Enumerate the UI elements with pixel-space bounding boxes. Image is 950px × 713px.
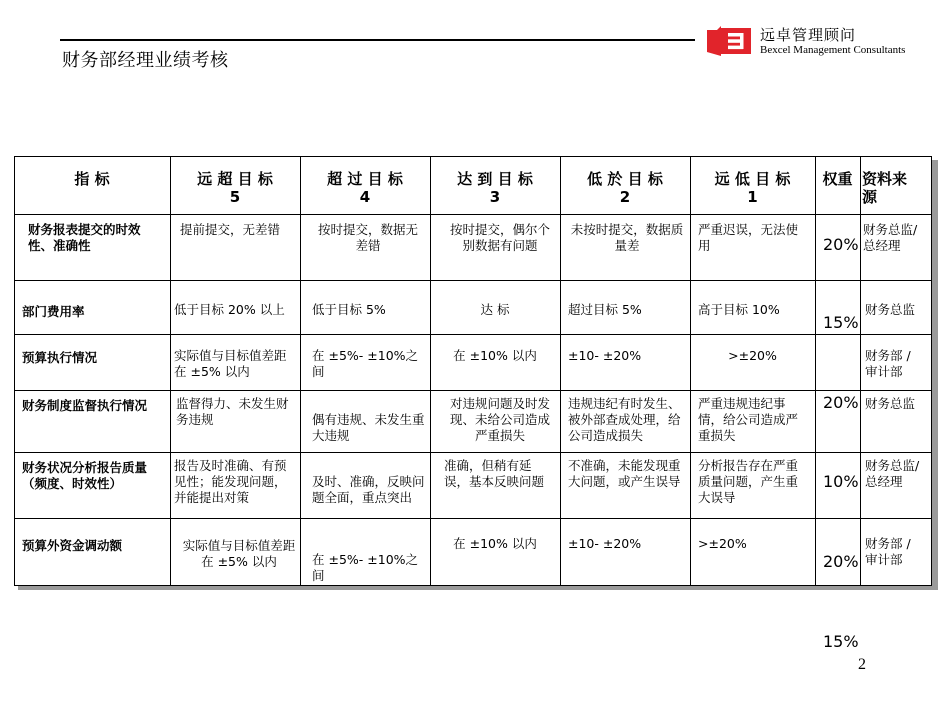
header-c2-label: 低 於 目 标 bbox=[587, 170, 663, 188]
cell-c2: 不准确，未能发现重大问题，或产生误导 bbox=[568, 458, 681, 489]
row-divider bbox=[14, 214, 932, 215]
col-divider bbox=[430, 156, 431, 586]
cell-source: 财务总监 bbox=[865, 396, 916, 411]
header-c1-label: 远 低 目 标 bbox=[714, 170, 791, 188]
col-divider bbox=[300, 156, 301, 586]
col-divider bbox=[690, 156, 691, 586]
cell-c2: 超过目标 5% bbox=[568, 302, 642, 317]
header-c4-label: 超 过 目 标 bbox=[327, 170, 403, 188]
cell-c1: 严重违规违纪事情，给公司造成严重损失 bbox=[698, 396, 799, 443]
row-indicator: 预算执行情况 bbox=[22, 350, 98, 365]
extra-weight: 15% bbox=[823, 632, 859, 651]
cell-c1: >±20% bbox=[728, 348, 777, 363]
logo-en-text: Bexcel Management Consultants bbox=[760, 44, 906, 56]
header-c1 bbox=[690, 170, 815, 206]
cell-c3: 在 ±10% 以内 bbox=[453, 348, 537, 363]
cell-c4: 及时、准确，反映问题全面，重点突出 bbox=[312, 474, 425, 505]
cell-weight: 10% bbox=[823, 472, 859, 491]
header-weight: 权重 bbox=[822, 170, 853, 188]
col-divider bbox=[170, 156, 171, 586]
cell-source: 财务总监/总经理 bbox=[863, 222, 918, 253]
kpi-table bbox=[14, 156, 932, 586]
cell-c3: 准确，但稍有延误，基本反映问题 bbox=[444, 458, 545, 489]
col-divider bbox=[815, 156, 816, 586]
header-indicator: 指 标 bbox=[74, 170, 110, 188]
cell-c2: 未按时提交，数据质量差 bbox=[570, 222, 684, 253]
cell-c4: 在 ±5%- ±10%之间 bbox=[312, 348, 419, 379]
cell-c5: 监督得力、未发生财务违规 bbox=[176, 396, 289, 427]
cell-source: 财务总监/总经理 bbox=[865, 458, 920, 489]
cell-c4: 低于目标 5% bbox=[312, 302, 386, 317]
cell-weight: 20% bbox=[823, 552, 859, 571]
header-c3 bbox=[430, 170, 560, 206]
page-title: 财务部经理业绩考核 bbox=[62, 50, 229, 71]
cell-c1: 严重迟误，无法使用 bbox=[698, 222, 799, 253]
cell-source: 财务总监 bbox=[865, 302, 916, 317]
cell-c3: 在 ±10% 以内 bbox=[453, 536, 537, 551]
header-c2 bbox=[560, 170, 690, 206]
cell-c1: 高于目标 10% bbox=[698, 302, 780, 317]
cell-weight: 15% bbox=[823, 313, 859, 332]
cell-c1: >±20% bbox=[698, 536, 747, 551]
header-c5 bbox=[170, 170, 300, 206]
header-c5-num: 5 bbox=[229, 188, 241, 206]
row-divider bbox=[14, 390, 932, 391]
cell-c2: ±10- ±20% bbox=[568, 536, 642, 551]
page-number: 2 bbox=[858, 656, 866, 673]
cell-source: 财务部 / 审计部 bbox=[865, 536, 911, 567]
row-indicator: 预算外资金调动额 bbox=[22, 538, 123, 553]
header-c2-num: 2 bbox=[619, 188, 631, 206]
cell-source: 财务部 / 审计部 bbox=[865, 348, 911, 379]
header-source: 资料来源 bbox=[862, 170, 908, 206]
header-c5-label: 远 超 目 标 bbox=[197, 170, 273, 188]
header-c1-num: 1 bbox=[747, 188, 758, 206]
cell-weight: 20% bbox=[823, 235, 859, 254]
row-indicator: 财务状况分析报告质量（频度、时效性） bbox=[22, 460, 148, 491]
title-rule bbox=[60, 39, 695, 41]
row-indicator: 部门费用率 bbox=[22, 304, 85, 319]
cell-c5: 实际值与目标值差距在 ±5% 以内 bbox=[182, 538, 296, 569]
cell-c3: 按时提交，偶尔个别数据有问题 bbox=[449, 222, 550, 253]
header-c3-num: 3 bbox=[489, 188, 501, 206]
cell-c4: 在 ±5%- ±10%之间 bbox=[312, 552, 419, 583]
row-divider bbox=[14, 452, 932, 453]
logo-mark-icon bbox=[707, 26, 753, 56]
row-indicator: 财务制度监督执行情况 bbox=[22, 398, 148, 413]
header-c3-label: 达 到 目 标 bbox=[457, 170, 533, 188]
cell-c5: 实际值与目标值差距在 ±5% 以内 bbox=[174, 348, 287, 379]
col-divider bbox=[860, 156, 861, 586]
cell-c3: 对违规问题及时发现、未给公司造成严重损失 bbox=[449, 396, 550, 443]
cell-weight: 20% bbox=[823, 393, 859, 412]
cell-c3: 达 标 bbox=[480, 302, 510, 317]
cell-c2: 违规违纪有时发生、被外部查成处理，给公司造成损失 bbox=[568, 396, 681, 443]
cell-c5: 报告及时准确、有预见性；能发现问题，并能提出对策 bbox=[174, 458, 287, 505]
row-divider bbox=[14, 334, 932, 335]
logo-cn-text: 远卓管理顾问 bbox=[760, 26, 857, 44]
header-c4-num: 4 bbox=[359, 188, 371, 206]
col-divider bbox=[560, 156, 561, 586]
header-c4 bbox=[300, 170, 430, 206]
row-indicator: 财务报表提交的时效性、准确性 bbox=[28, 222, 141, 253]
row-divider bbox=[14, 280, 932, 281]
cell-c4: 偶有违规、未发生重大违规 bbox=[312, 412, 425, 443]
row-divider bbox=[14, 518, 932, 519]
cell-c5: 低于目标 20% 以上 bbox=[174, 302, 285, 317]
cell-c4: 按时提交，数据无差错 bbox=[317, 222, 418, 253]
cell-c2: ±10- ±20% bbox=[568, 348, 642, 363]
cell-c5: 提前提交，无差错 bbox=[180, 222, 281, 237]
cell-c1: 分析报告存在严重质量问题，产生重大误导 bbox=[698, 458, 799, 505]
